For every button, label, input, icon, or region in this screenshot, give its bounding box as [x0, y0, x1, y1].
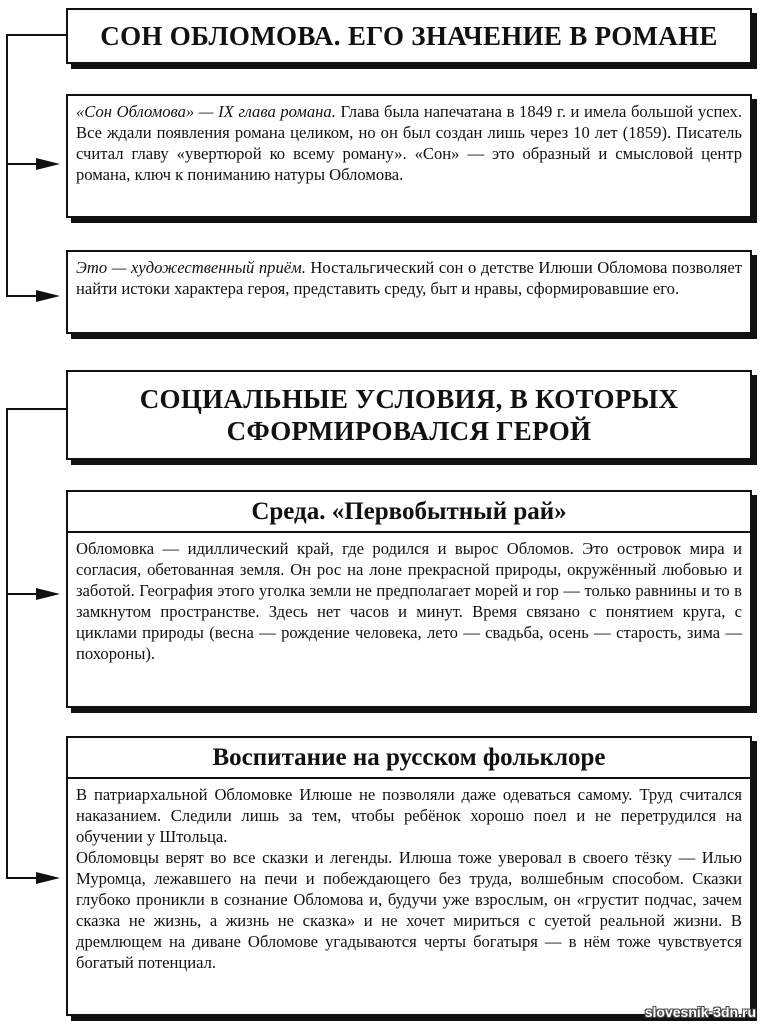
info-paragraph — [68, 96, 750, 189]
paragraph-text: Глава была напечатана в 1849 г. и имела большой успех. Все ждали появления романа целиком, но он был создан лишь через 10 лет (1859). Писатель считал главу «увертюрой ко всему роману». «Сон» — это образный и смысловой центр романа, ключ к пониманию натуры Обломова. — [76, 102, 742, 184]
arrow-icon — [36, 872, 60, 884]
connector-branch-2b — [6, 877, 36, 879]
section-title-text: СОЦИАЛЬНЫЕ УСЛОВИЯ, В КОТОРЫХ СФОРМИРОВАЛСЯ ГЕРОЙ — [139, 383, 679, 446]
section-title-dream — [66, 8, 752, 64]
info-box-device — [66, 250, 752, 334]
arrow-icon — [36, 158, 60, 170]
info-paragraph — [68, 779, 750, 973]
paragraph-text-1: В патриархальной Обломовке Илюше не позволяли даже одеваться самому. Труд считался наказанием. Следили лишь за тем, чтобы ребёнок хорошо поел и не перетрудился на обучении у Штольца. — [76, 785, 742, 846]
info-box-folklore — [66, 736, 752, 1016]
info-box-chapter — [66, 94, 752, 218]
watermark: slovesnik-3dn.ru — [644, 1004, 756, 1020]
connector-vertical-1 — [6, 34, 8, 296]
box-heading: Воспитание на русском фольклоре — [68, 738, 750, 779]
connector-top-1 — [6, 34, 66, 36]
italic-lead: Это — художественный приём. — [76, 258, 306, 277]
section-title-text: СОН ОБЛОМОВА. ЕГО ЗНАЧЕНИЕ В РОМАНЕ — [100, 20, 718, 51]
paragraph-text-2: Обломовцы верят во все сказки и легенды. Илюша тоже уверовал в своего тёзку — Илью Муромца, лежавшего на печи и побеждающего без труда, волшебным способом. Сказки глубоко проникли в сознание Обломова и, будучи уже взрослым, он «грустит подчас, зачем сказка не жизнь, а жизнь не сказка» и не хочет мириться с суетой реальной жизни. В дремлющем на диване Обломове угадываются черты богатыря — в нём тоже чувствуется богатый потенциал. — [76, 848, 742, 972]
info-paragraph: Обломовка — идиллический край, где родился и вырос Обломов. Это островок мира и согласия, обетованная земля. Он рос на лоне прекрасной природы, окружённый любовью и заботой. География этого уголка земли не предполагает морей и гор — только равнины и то в замкнутом пространстве. Здесь нет часов и минут. Время связано с понятием круга, с циклами природы (весна — рождение человека, лето — свадьба, осень — старость, зима — похороны). — [76, 539, 742, 663]
section-title-social — [66, 370, 752, 460]
paragraph-text: Ностальгический сон о детстве Илюши Обломова позволяет найти истоки характера героя, представить среду, быт и нравы, сформировавшие его. — [76, 258, 742, 298]
connector-branch-1a — [6, 163, 36, 165]
arrow-icon — [36, 588, 60, 600]
info-paragraph — [68, 252, 750, 303]
info-box-environment — [66, 490, 752, 708]
connector-branch-1b — [6, 295, 36, 297]
connector-branch-2a — [6, 593, 36, 595]
box-heading: Среда. «Первобытный рай» — [68, 492, 750, 533]
arrow-icon — [36, 290, 60, 302]
connector-vertical-2 — [6, 408, 8, 878]
italic-lead: «Сон Обломова» — IX глава романа. — [76, 102, 336, 121]
connector-top-2 — [6, 408, 66, 410]
